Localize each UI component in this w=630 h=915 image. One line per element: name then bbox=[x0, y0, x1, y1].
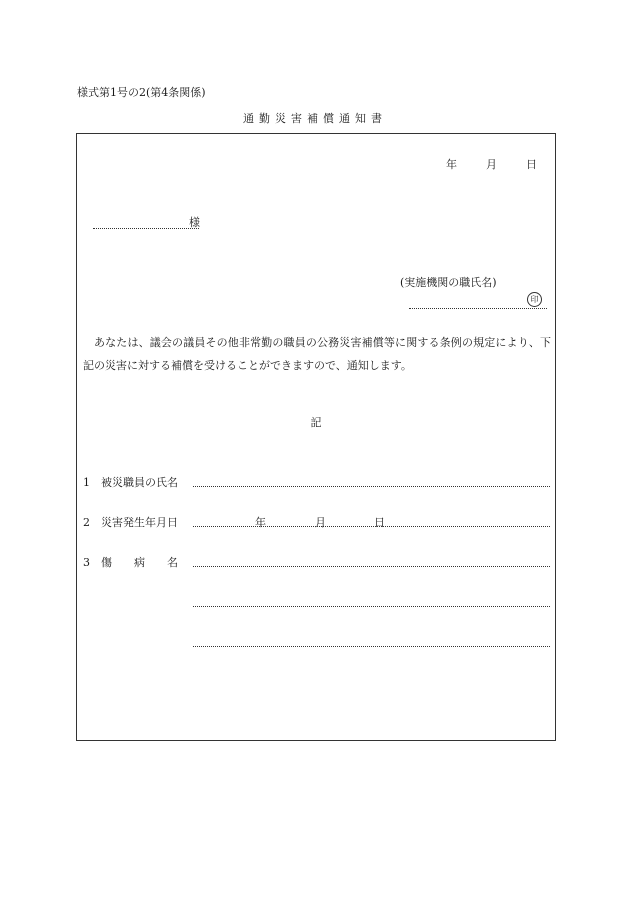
item-2-text: 災害発生年月日 bbox=[101, 516, 178, 529]
item-2-number: 2 bbox=[83, 516, 90, 529]
accident-date-field[interactable] bbox=[193, 516, 550, 527]
accident-date-day: 日 bbox=[374, 516, 385, 529]
date-day: 日 bbox=[526, 158, 537, 171]
item-3-number: 3 bbox=[83, 556, 90, 569]
ki-heading: 記 bbox=[310, 416, 322, 429]
item-1-number: 1 bbox=[83, 476, 90, 489]
form-frame bbox=[76, 133, 556, 741]
injury-name-field-2[interactable] bbox=[193, 596, 550, 607]
document-title: 通勤災害補償通知書 bbox=[243, 112, 387, 125]
seal-mark: 印 bbox=[527, 292, 542, 307]
injury-name-field-1[interactable] bbox=[193, 556, 550, 567]
item-1-text: 被災職員の氏名 bbox=[101, 476, 178, 489]
item-3-label bbox=[83, 554, 178, 570]
addressee-name-field[interactable] bbox=[93, 216, 199, 229]
issuer-title-label: (実施機関の職氏名) bbox=[400, 276, 497, 289]
issue-date bbox=[446, 156, 537, 172]
item-2-label bbox=[83, 514, 178, 530]
victim-name-field[interactable] bbox=[193, 476, 550, 487]
form-number: 様式第1号の2(第4条関係) bbox=[77, 86, 206, 99]
date-month: 月 bbox=[486, 158, 497, 171]
notice-body: あなたは、議会の議員その他非常勤の職員の公務災害補償等に関する条例の規定により、下記の災害に対する補償を受けることができますので、通知します。 bbox=[83, 336, 551, 372]
accident-date-month: 月 bbox=[315, 516, 326, 529]
item-3-text: 傷 病 名 bbox=[101, 556, 178, 569]
injury-name-field-3[interactable] bbox=[193, 636, 550, 647]
item-1-label bbox=[83, 474, 178, 490]
addressee-suffix: 様 bbox=[189, 216, 200, 229]
accident-date-year: 年 bbox=[255, 516, 266, 529]
date-year: 年 bbox=[446, 158, 457, 171]
